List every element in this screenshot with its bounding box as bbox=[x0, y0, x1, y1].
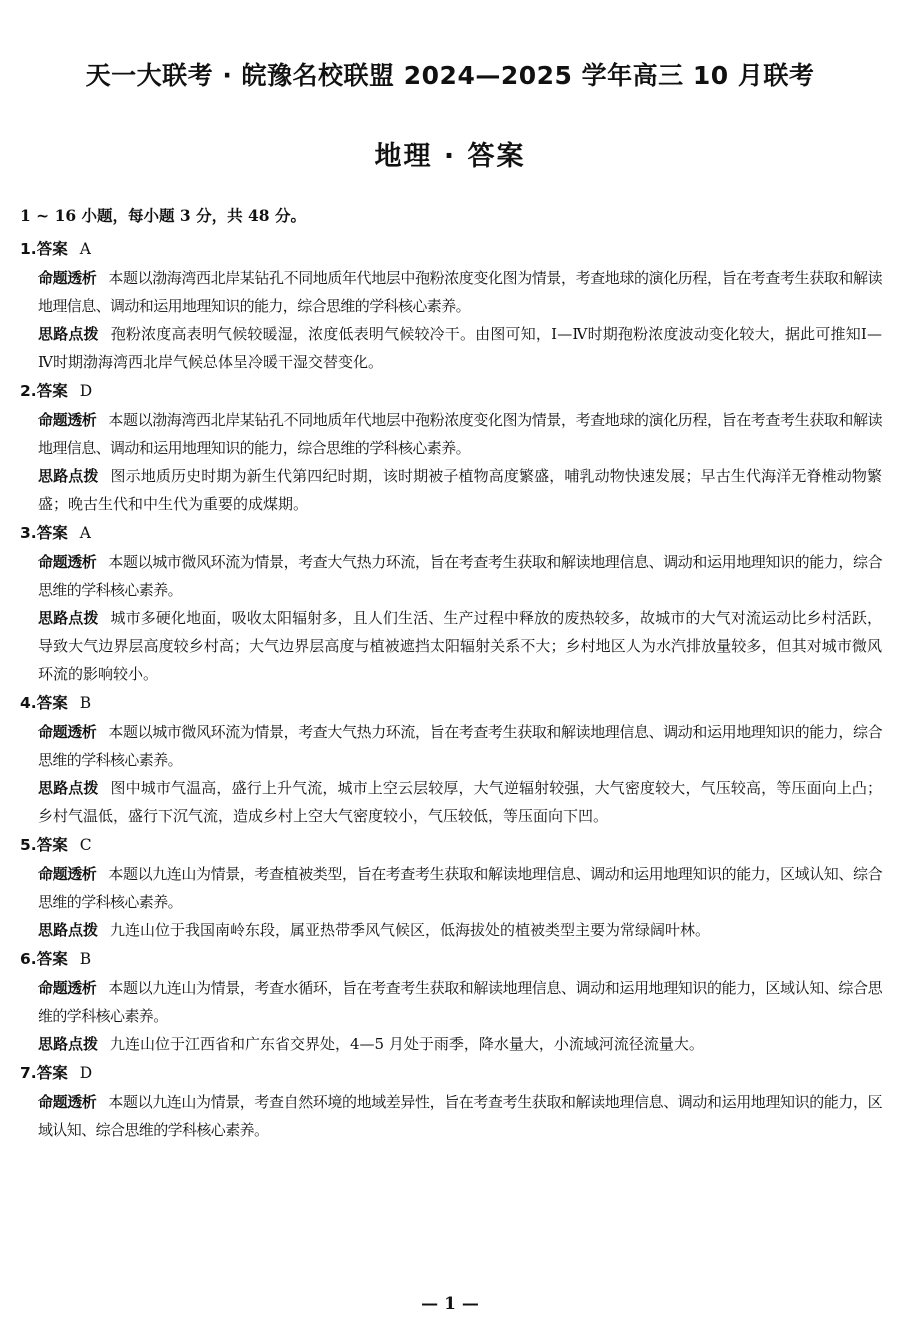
analysis-label: 命题透析 bbox=[38, 723, 97, 741]
hint-paragraph bbox=[20, 916, 882, 944]
analysis-paragraph bbox=[20, 974, 882, 1030]
question-6 bbox=[20, 944, 882, 1058]
analysis-label: 命题透析 bbox=[38, 553, 97, 571]
hint-text: 城市多硬化地面，吸收太阳辐射多，且人们生活、生产过程中释放的废热较多，故城市的大气对流运动比乡村活跃，导致大气边界层高度较乡村高；大气边界层高度与植被遮挡太阳辐射关系不大；乡村地区人为水汽排放量较多，但其对城市微风环流的影响较小。 bbox=[38, 609, 882, 683]
answer-line bbox=[20, 518, 882, 548]
answer-line bbox=[20, 830, 882, 860]
analysis-label: 命题透析 bbox=[38, 979, 97, 997]
hint-label: 思路点拨 bbox=[38, 609, 99, 627]
page-title: 天一大联考 · 皖豫名校联盟 2024—2025 学年高三 10 月联考 bbox=[85, 61, 815, 90]
hint-label: 思路点拨 bbox=[38, 921, 99, 939]
analysis-paragraph bbox=[20, 548, 882, 604]
answer-label: 答案 bbox=[36, 950, 68, 968]
hint-text: 孢粉浓度高表明气候较暖湿，浓度低表明气候较冷干。由图可知，Ⅰ—Ⅳ时期孢粉浓度波动变化较大，据此可推知Ⅰ—Ⅳ时期渤海湾西北岸气候总体呈冷暖干湿交替变化。 bbox=[38, 325, 882, 371]
hint-text: 九连山位于我国南岭东段，属亚热带季风气候区，低海拔处的植被类型主要为常绿阔叶林。 bbox=[110, 921, 711, 939]
analysis-label: 命题透析 bbox=[38, 1093, 97, 1111]
answer-value: A bbox=[79, 240, 91, 258]
section-intro: 1 ~ 16 小题，每小题 3 分，共 48 分。 bbox=[20, 206, 306, 225]
question-1 bbox=[20, 234, 882, 376]
answer-value: B bbox=[79, 950, 92, 968]
question-number: 4. bbox=[20, 694, 37, 712]
analysis-paragraph bbox=[20, 718, 882, 774]
page-subtitle: 地理 · 答案 bbox=[374, 141, 526, 172]
answer-line bbox=[20, 1058, 882, 1088]
answer-label: 答案 bbox=[36, 524, 68, 542]
analysis-paragraph bbox=[20, 406, 882, 462]
hint-text: 图示地质历史时期为新生代第四纪时期，该时期被子植物高度繁盛，哺乳动物快速发展；早古生代海洋无脊椎动物繁盛；晚古生代和中生代为重要的成煤期。 bbox=[38, 467, 882, 513]
answer-line bbox=[20, 944, 882, 974]
answer-label: 答案 bbox=[36, 240, 68, 258]
answer-label: 答案 bbox=[36, 1064, 68, 1082]
answer-list bbox=[20, 234, 882, 1144]
question-number: 1. bbox=[20, 240, 37, 258]
answer-value: A bbox=[79, 524, 91, 542]
answer-line bbox=[20, 234, 882, 264]
answer-label: 答案 bbox=[36, 836, 68, 854]
analysis-paragraph bbox=[20, 860, 882, 916]
question-4 bbox=[20, 688, 882, 830]
analysis-label: 命题透析 bbox=[38, 269, 97, 287]
answer-label: 答案 bbox=[36, 694, 68, 712]
hint-paragraph bbox=[20, 462, 882, 518]
analysis-label: 命题透析 bbox=[38, 411, 97, 429]
hint-paragraph bbox=[20, 320, 882, 376]
hint-text: 图中城市气温高，盛行上升气流，城市上空云层较厚，大气逆辐射较强，大气密度较大，气压较高，等压面向上凸；乡村气温低，盛行下沉气流，造成乡村上空大气密度较小，气压较低，等压面向下凹。 bbox=[38, 779, 882, 825]
question-number: 6. bbox=[20, 950, 37, 968]
question-3 bbox=[20, 518, 882, 688]
analysis-text: 本题以城市微风环流为情景，考查大气热力环流，旨在考查考生获取和解读地理信息、调动和运用地理知识的能力，综合思维的学科核心素养。 bbox=[38, 723, 882, 769]
page-number: — 1 — bbox=[421, 1294, 479, 1314]
hint-paragraph bbox=[20, 774, 882, 830]
answer-value: B bbox=[79, 694, 92, 712]
analysis-label: 命题透析 bbox=[38, 865, 97, 883]
analysis-text: 本题以九连山为情景，考查水循环，旨在考查考生获取和解读地理信息、调动和运用地理知识的能力，区域认知、综合思维的学科核心素养。 bbox=[38, 979, 882, 1025]
question-number: 7. bbox=[20, 1064, 37, 1082]
analysis-paragraph bbox=[20, 264, 882, 320]
analysis-text: 本题以渤海湾西北岸某钻孔不同地质年代地层中孢粉浓度变化图为情景，考查地球的演化历程，旨在考查考生获取和解读地理信息、调动和运用地理知识的能力，综合思维的学科核心素养。 bbox=[38, 269, 882, 315]
question-number: 5. bbox=[20, 836, 37, 854]
hint-label: 思路点拨 bbox=[38, 779, 99, 797]
answer-value: D bbox=[79, 382, 93, 400]
hint-text: 九连山位于江西省和广东省交界处，4—5 月处于雨季，降水量大，小流域河流径流量大。 bbox=[110, 1035, 704, 1053]
analysis-text: 本题以九连山为情景，考查植被类型，旨在考查考生获取和解读地理信息、调动和运用地理知识的能力，区域认知、综合思维的学科核心素养。 bbox=[38, 865, 882, 911]
hint-label: 思路点拨 bbox=[38, 1035, 99, 1053]
hint-label: 思路点拨 bbox=[38, 467, 99, 485]
question-5 bbox=[20, 830, 882, 944]
analysis-text: 本题以城市微风环流为情景，考查大气热力环流，旨在考查考生获取和解读地理信息、调动和运用地理知识的能力，综合思维的学科核心素养。 bbox=[38, 553, 882, 599]
hint-paragraph bbox=[20, 1030, 882, 1058]
answer-label: 答案 bbox=[36, 382, 68, 400]
hint-label: 思路点拨 bbox=[38, 325, 99, 343]
hint-paragraph bbox=[20, 604, 882, 688]
question-2 bbox=[20, 376, 882, 518]
answer-value: C bbox=[79, 836, 92, 854]
analysis-text: 本题以九连山为情景，考查自然环境的地域差异性，旨在考查考生获取和解读地理信息、调动和运用地理知识的能力，区域认知、综合思维的学科核心素养。 bbox=[38, 1093, 882, 1139]
question-7 bbox=[20, 1058, 882, 1144]
question-number: 2. bbox=[20, 382, 37, 400]
answer-line bbox=[20, 376, 882, 406]
question-number: 3. bbox=[20, 524, 37, 542]
analysis-paragraph bbox=[20, 1088, 882, 1144]
answer-value: D bbox=[79, 1064, 93, 1082]
analysis-text: 本题以渤海湾西北岸某钻孔不同地质年代地层中孢粉浓度变化图为情景，考查地球的演化历程，旨在考查考生获取和解读地理信息、调动和运用地理知识的能力，综合思维的学科核心素养。 bbox=[38, 411, 882, 457]
answer-line bbox=[20, 688, 882, 718]
